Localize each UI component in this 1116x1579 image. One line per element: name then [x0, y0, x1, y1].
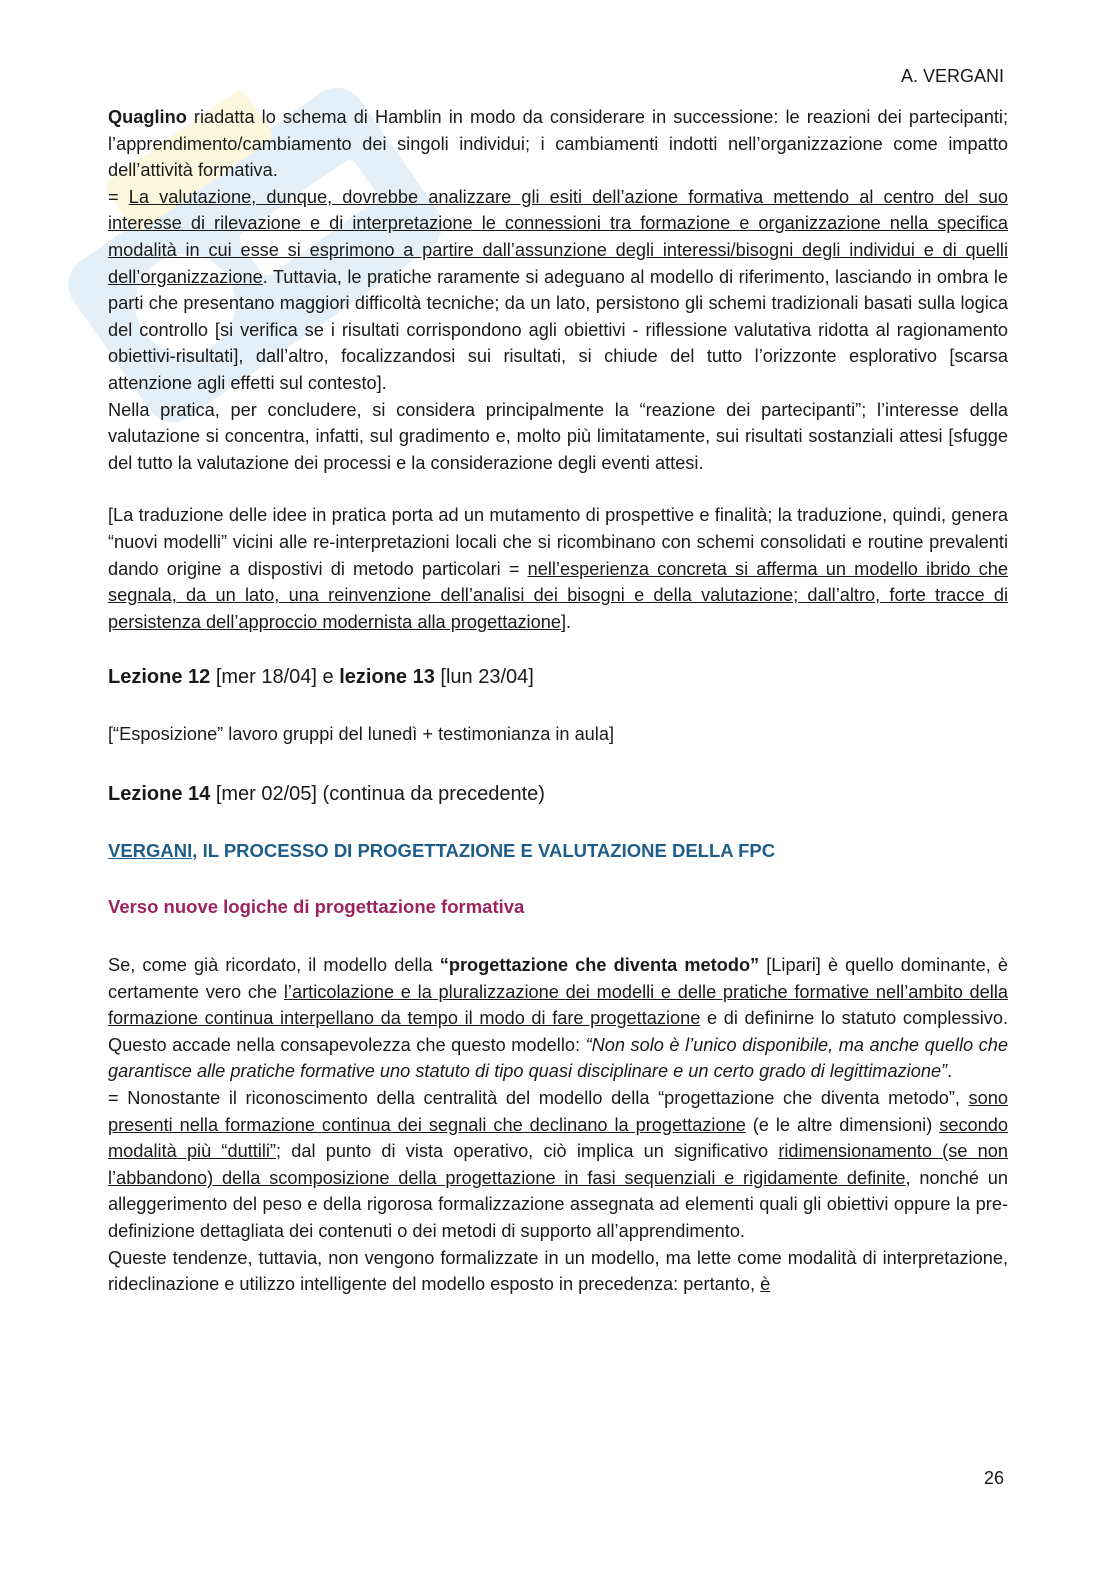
heading-author-link: VERGANI — [108, 839, 193, 861]
bold-quaglino: Quaglino — [108, 107, 187, 127]
paragraph-traduzione: [La traduzione delle idee in pratica porta ad un mutamento di prospettive e finalità; la traduzione, quindi, genera “nuovi modelli” vicini alle re-interpretazioni locali che si ricombinano con schemi consolidati e routine prevalenti dando origine a dispostivi di metodo particolari = nell’esperienza concreta si afferma un modello ibrido che segnala, da un lato, una reinvenzione dell’analisi dei bisogni e della valutazione; dall’altro, forte tracce di persistenza dell’approccio modernista alla progettazione]. — [108, 505, 1008, 632]
italic-quote: “Non solo è l’unico disponibile, ma anche quello che garantisce alle pratiche formative uno statuto di tipo quasi disciplinare e un certo grado di legittimazione” — [108, 1034, 1008, 1082]
subsection-heading: Verso nuove logiche di progettazione formativa — [108, 896, 525, 918]
lesson-heading-12-13: Lezione 12 [mer 18/04] e lezione 13 [lun 23/04] — [108, 666, 534, 689]
lesson-note: [“Esposizione” lavoro gruppi del lunedì + testimonianza in aula] — [108, 724, 615, 745]
paragraph-tendenze: Queste tendenze, tuttavia, non vengono formalizzate in un modello, ma lette come modalità di interpretazione, rideclinazione e utilizzo intelligente del modello esposto in precedenza: pertanto, è — [108, 1247, 1008, 1295]
section-heading: VERGANI, IL PROCESSO DI PROGETTAZIONE E VALUTAZIONE DELLA FPC — [108, 839, 776, 861]
paragraph-pratica: Nella pratica, per concludere, si considera principalmente la “reazione dei partecipanti”; l’interesse della valutazione si concentra, infatti, sul gradimento e, molto più limitatamente, sui risultati sostanziali attesi [sfugge del tutto la valutazione dei processi e la considerazione degli eventi attesi. — [108, 399, 1008, 473]
paragraph-nonostante: = Nonostante il riconoscimento della centralità del modello della “progettazione che diventa metodo”, sono presenti nella formazione continua dei segnali che declinano la progettazione (e le altre dimensioni) secondo modalità più “duttili”; dal punto di vista operativo, ciò implica un significativo ridimensionamento (se non l’abbandono) della scomposizione della progettazione in fasi sequenziali e rigidamente definite, nonché un alleggerimento del peso e della rigorosa formalizzazione assegnata ad elementi quali gli obiettivi oppure la pre-definizione dettagliata dei contenuti o dei metodi di supporto all’apprendimento. — [108, 1088, 1008, 1241]
underlined-passage: La valutazione, dunque, dovrebbe analizzare gli esiti dell’azione formativa mettendo al centro del suo interesse di rilevazione e di interpretazione le connessioni tra formazione e organizzazione nella specifica modalità in cui esse si esprimono a partire dall’assunzione degli interessi/bisogni degli individui e di quelli dell’organizzazione — [108, 186, 1008, 287]
page-header-author: A. VERGANI — [900, 66, 1004, 86]
document-body — [108, 104, 1008, 1298]
paragraph-quaglino: Quaglino riadatta lo schema di Hamblin in modo da considerare in successione: le reazioni dei partecipanti; l’apprendimento/cambiamento dei singoli individui; i cambiamenti indotti nell’organizzazione come impatto dell’attività formativa. — [108, 107, 1008, 181]
paragraph-valutazione: = La valutazione, dunque, dovrebbe analizzare gli esiti dell’azione formativa mettendo al centro del suo interesse di rilevazione e di interpretazione le connessioni tra formazione e organizzazione nella specifica modalità in cui esse si esprimono a partire dall’assunzione degli interessi/bisogni degli individui e di quelli dell’organizzazione. Tuttavia, le pratiche raramente si adeguano al modello di riferimento, lasciando in ombra le parti che presentano maggiori difficoltà tecniche; da un lato, persistono gli schemi tradizionali basati sulla logica del controllo [si verifica se i risultati corrispondono agli obiettivi - riflessione valutativa ridotta al ragionamento obiettivi-risultati], dall’altro, focalizzandosi sui risultati, si chiude del tutto l’orizzonte esplorativo [scarsa attenzione agli effetti sul contesto]. — [108, 186, 1008, 393]
page-number: 26 — [983, 1468, 1004, 1488]
lesson-heading-14: Lezione 14 [mer 02/05] (continua da precedente) — [108, 782, 545, 805]
underlined-passage: nell’esperienza concreta si afferma un modello ibrido che segnala, da un lato, una reinvenzione dell’analisi dei bisogni e della valutazione; dall’altro, forte tracce di persistenza dell’approccio modernista alla progettazione — [108, 558, 1008, 632]
paragraph-progettazione: Se, come già ricordato, il modello della “progettazione che diventa metodo” [Lipari] è quello dominante, è certamente vero che l’articolazione e la pluralizzazione dei modelli e delle pratiche formative nell’ambito della formazione continua interpellano da tempo il modo di fare progettazione e di definirne lo statuto complessivo. Questo accade nella consapevolezza che questo modello: “Non solo è l’unico disponibile, ma anche quello che garantisce alle pratiche formative uno statuto di tipo quasi disciplinare e un certo grado di legittimazione”. — [108, 955, 1008, 1082]
